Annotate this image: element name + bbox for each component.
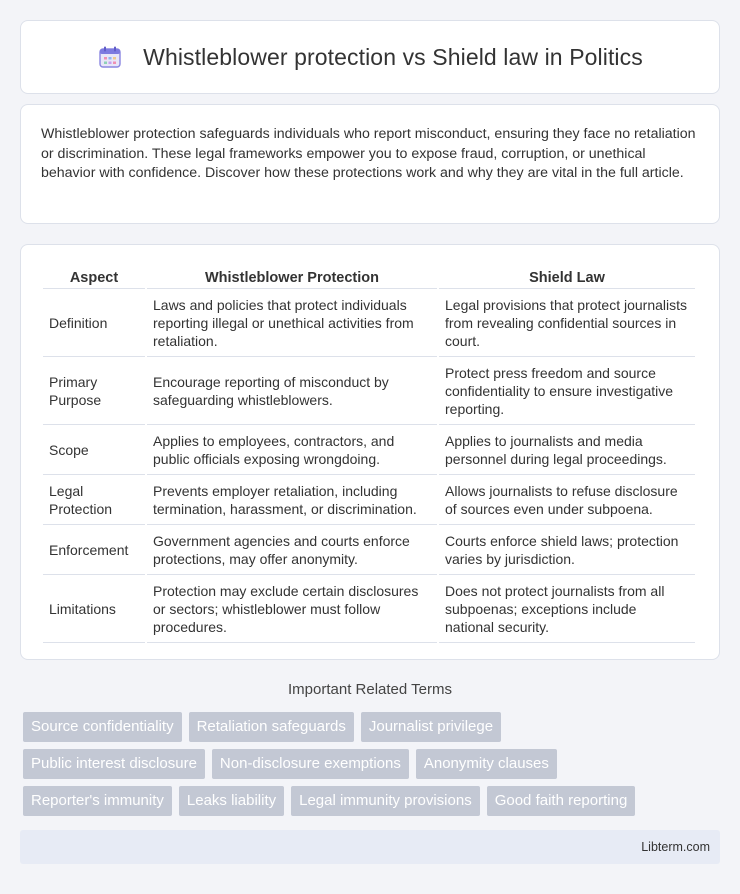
related-term-tag[interactable]: Source confidentiality xyxy=(23,712,182,742)
row-shield-law: Legal provisions that protect journalists from revealing confidential sources in court. xyxy=(439,291,695,357)
row-aspect: Legal Protection xyxy=(43,477,145,525)
row-aspect: Primary Purpose xyxy=(43,359,145,425)
row-whistleblower: Encourage reporting of misconduct by safeguarding whistleblowers. xyxy=(147,359,437,425)
intro-text: Whistleblower protection safeguards individuals who report misconduct, ensuring they face no retaliation or discrimination. These legal frameworks empower you to expose fraud, corruption, or unethical behavior with confidence. Discover how these protections work and why they are vital in the full article. xyxy=(41,126,696,181)
row-aspect: Definition xyxy=(43,291,145,357)
related-term-tag[interactable]: Leaks liability xyxy=(179,786,284,816)
intro-card xyxy=(20,104,720,224)
row-whistleblower: Laws and policies that protect individuals reporting illegal or unethical activities from retaliation. xyxy=(147,291,437,357)
comparison-table xyxy=(41,265,697,645)
related-term-tag[interactable]: Retaliation safeguards xyxy=(189,712,354,742)
related-term-tag[interactable]: Public interest disclosure xyxy=(23,749,205,779)
footer-site-link[interactable]: Libterm.com xyxy=(641,840,710,854)
table-row xyxy=(43,527,695,575)
page-title: Whistleblower protection vs Shield law in Politics xyxy=(143,43,643,70)
tag-row xyxy=(23,712,723,742)
related-term-tag[interactable]: Non-disclosure exemptions xyxy=(212,749,409,779)
footer xyxy=(20,830,720,864)
comparison-table-card xyxy=(20,244,720,660)
table-row xyxy=(43,477,695,525)
row-aspect: Scope xyxy=(43,427,145,475)
related-term-tag[interactable]: Anonymity clauses xyxy=(416,749,557,779)
row-shield-law: Applies to journalists and media personnel during legal proceedings. xyxy=(439,427,695,475)
related-term-tag[interactable]: Journalist privilege xyxy=(361,712,501,742)
table-row xyxy=(43,359,695,425)
column-header-aspect: Aspect xyxy=(43,267,145,289)
table-row xyxy=(43,291,695,357)
related-term-tag[interactable]: Reporter's immunity xyxy=(23,786,172,816)
column-header-shield-law: Shield Law xyxy=(439,267,695,289)
related-terms-title: Important Related Terms xyxy=(288,681,452,698)
row-aspect: Limitations xyxy=(43,577,145,643)
related-terms xyxy=(23,712,723,823)
table-row xyxy=(43,577,695,643)
header-card xyxy=(20,20,720,94)
calendar-icon xyxy=(97,44,123,70)
row-whistleblower: Protection may exclude certain disclosures or sectors; whistleblower must follow procedures. xyxy=(147,577,437,643)
row-whistleblower: Applies to employees, contractors, and public officials exposing wrongdoing. xyxy=(147,427,437,475)
row-shield-law: Courts enforce shield laws; protection varies by jurisdiction. xyxy=(439,527,695,575)
row-shield-law: Does not protect journalists from all subpoenas; exceptions include national security. xyxy=(439,577,695,643)
row-whistleblower: Government agencies and courts enforce protections, may offer anonymity. xyxy=(147,527,437,575)
related-term-tag[interactable]: Good faith reporting xyxy=(487,786,636,816)
row-whistleblower: Prevents employer retaliation, including termination, harassment, or discrimination. xyxy=(147,477,437,525)
related-term-tag[interactable]: Legal immunity provisions xyxy=(291,786,480,816)
column-header-whistleblower: Whistleblower Protection xyxy=(147,267,437,289)
row-shield-law: Allows journalists to refuse disclosure of sources even under subpoena. xyxy=(439,477,695,525)
row-aspect: Enforcement xyxy=(43,527,145,575)
row-shield-law: Protect press freedom and source confidentiality to ensure investigative reporting. xyxy=(439,359,695,425)
table-row xyxy=(43,427,695,475)
tag-row xyxy=(23,786,723,816)
tag-row xyxy=(23,749,723,779)
table-header-row xyxy=(43,267,695,289)
